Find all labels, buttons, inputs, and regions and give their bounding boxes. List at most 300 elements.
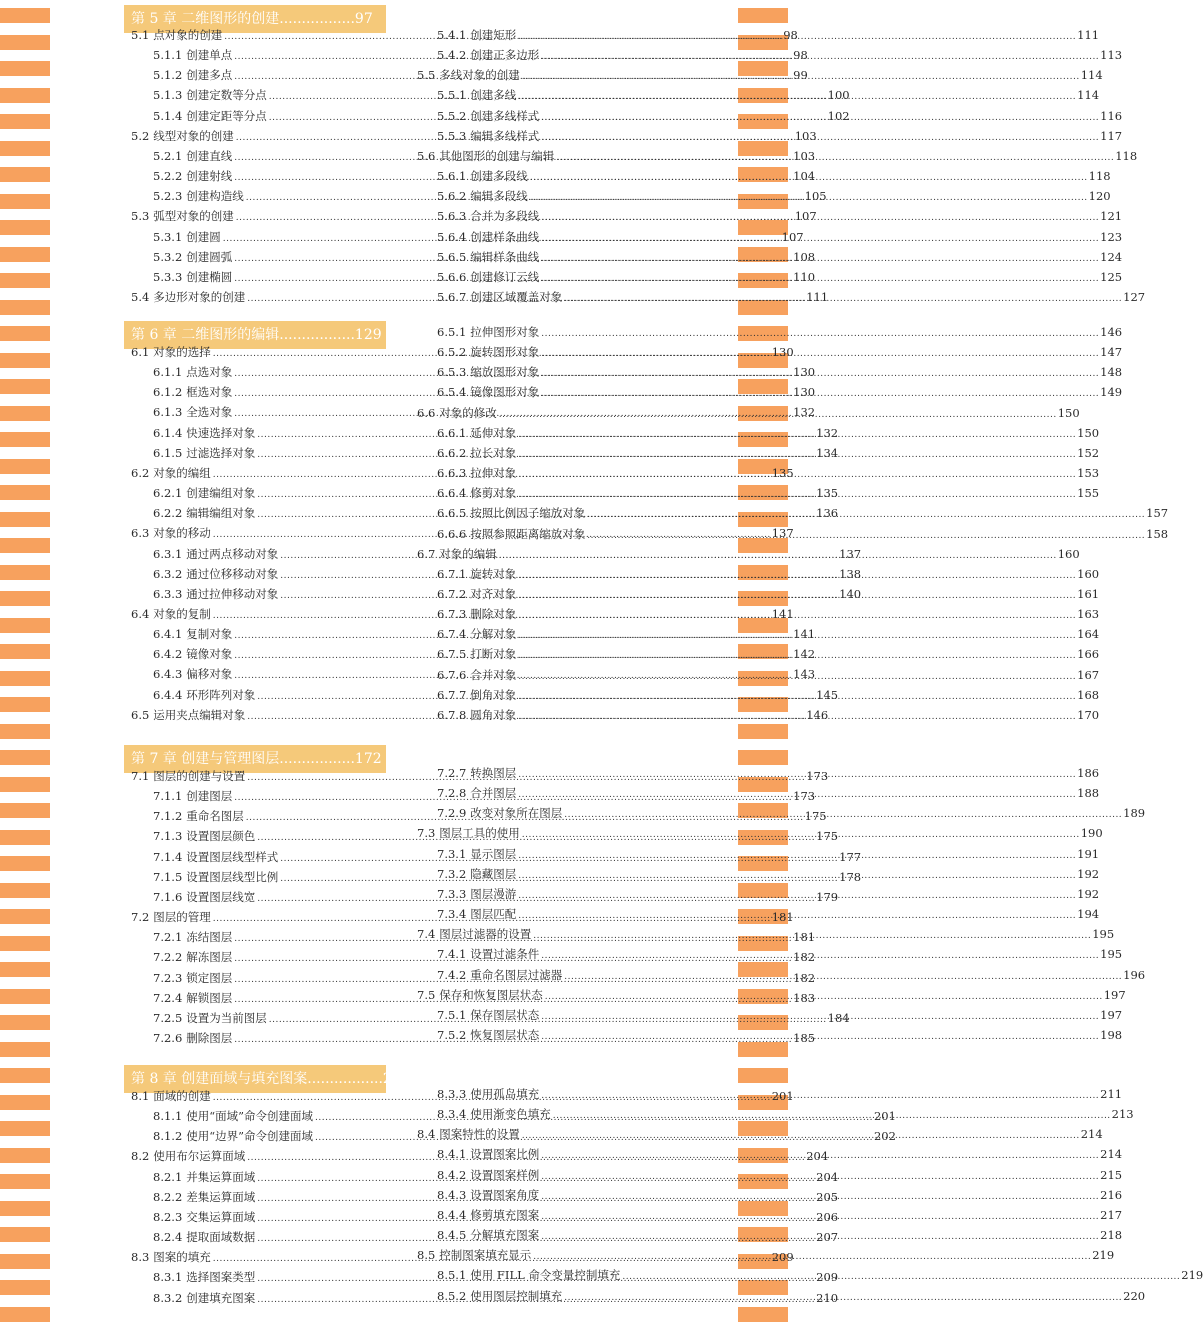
page-number: 178 (839, 869, 862, 884)
page-number: 140 (839, 586, 862, 601)
stripe-bar (0, 485, 50, 500)
stripe-bar (0, 1280, 50, 1295)
page-number: 107 (781, 229, 804, 244)
page-number: 98 (793, 48, 808, 63)
page-number: 195 (1100, 947, 1123, 962)
section-number: 5.6.5 (437, 249, 467, 264)
page-number: 102 (827, 108, 850, 123)
stripe-bar (0, 114, 50, 129)
section-number: 6.1.1 (153, 365, 183, 380)
page-number: 124 (1100, 249, 1123, 264)
page-number: 120 (1088, 189, 1111, 204)
leader-dots (541, 129, 1099, 147)
section-number: 7.3.4 (437, 907, 467, 922)
page-number: 130 (771, 345, 794, 359)
section-number: 8.2.4 (153, 1230, 183, 1245)
section-title: 创建多线样式 (470, 108, 540, 123)
stripe-bar (0, 61, 50, 76)
leader-dots (541, 209, 1099, 227)
section-title: 多边形对象的创建 (153, 289, 246, 304)
section-number: 8.5 (417, 1248, 436, 1263)
leader-dots (499, 406, 1057, 424)
page-number: 110 (793, 269, 816, 284)
page-number: 135 (816, 486, 839, 501)
page-number: 189 (1123, 806, 1146, 821)
section-title: 解冻图层 (186, 950, 233, 965)
leader-dots (541, 1168, 1099, 1186)
page-number: 116 (1100, 108, 1123, 123)
section-number: 6.4.1 (153, 627, 183, 642)
section-title: 对齐对象 (470, 586, 517, 601)
section-title: 创建多点 (186, 68, 233, 83)
leader-dots (564, 290, 1122, 308)
page-number: 114 (1080, 68, 1103, 83)
section-number: 6.3.1 (153, 546, 183, 561)
page-number: 113 (1100, 48, 1123, 63)
page-number: 150 (1077, 425, 1100, 440)
stripe-bar (0, 671, 50, 686)
leader-dots (518, 786, 1076, 804)
page-number: 218 (1100, 1228, 1123, 1243)
page-number: 160 (1077, 566, 1100, 581)
section-number: 7.4.2 (437, 967, 467, 982)
section-number: 8.5.1 (437, 1268, 467, 1283)
stripe-bar (0, 989, 50, 1004)
leader-dots (518, 907, 1076, 925)
leader-dots (533, 927, 1091, 945)
page-number: 179 (816, 889, 839, 904)
leader-dots (587, 506, 1145, 524)
section-number: 7.2.6 (153, 1030, 183, 1045)
section-title: 使用孤岛填充 (470, 1087, 540, 1101)
section-title: 图层的管理 (153, 910, 211, 925)
page-number: 158 (1146, 526, 1169, 541)
section-title: 编辑编组对象 (186, 506, 256, 521)
section-title: 使用“面域”命令创建面域 (186, 1109, 314, 1124)
section-number: 7.5.2 (437, 1027, 467, 1042)
page-number: 125 (1100, 269, 1123, 284)
page-number: 197 (1103, 987, 1126, 1002)
section-number: 5.1.3 (153, 88, 183, 103)
section-number: 6.4.2 (153, 647, 183, 662)
leader-dots (518, 88, 1076, 106)
page-number: 147 (1100, 345, 1123, 360)
section-number: 7.1 (131, 769, 150, 783)
leader-dots (564, 806, 1122, 824)
page-number: 195 (1092, 927, 1115, 942)
stripe-bar (0, 1068, 50, 1083)
leader-dots (518, 426, 1076, 444)
section-number: 6.6.3 (437, 466, 467, 481)
stripe-bar (0, 1254, 50, 1269)
page-number: 146 (1100, 325, 1123, 339)
page-number: 204 (806, 1149, 829, 1164)
leader-dots (622, 1268, 1180, 1286)
section-number: 7.1.1 (153, 789, 183, 804)
page-number: 168 (1077, 687, 1100, 702)
section-title: 拉伸对象 (470, 466, 517, 481)
leader-dots (541, 1188, 1099, 1206)
section-number: 5.2.2 (153, 169, 183, 184)
stripe-bar (0, 1174, 50, 1189)
section-number: 8.4.1 (437, 1147, 467, 1162)
section-title: 面域的创建 (153, 1089, 211, 1103)
page-number: 152 (1077, 445, 1100, 460)
section-title: 图层漫游 (470, 886, 517, 901)
section-number: 7.2.5 (153, 1010, 183, 1025)
section-title: 图层的创建与设置 (153, 769, 246, 783)
page-number: 108 (793, 249, 816, 264)
section-title: 对象的选择 (153, 345, 211, 359)
page-number: 219 (1181, 1268, 1203, 1283)
page-number: 182 (793, 970, 816, 985)
section-number: 8.4.4 (437, 1207, 467, 1222)
section-number: 6.6.5 (437, 506, 467, 521)
stripe-bar (0, 247, 50, 262)
section-title: 创建椭圆 (186, 269, 233, 284)
section-title: 冻结图层 (186, 930, 233, 945)
stripe-bar (0, 379, 50, 394)
section-title: 重命名图层过滤器 (470, 967, 563, 982)
section-title: 环形阵列对象 (186, 687, 256, 702)
leader-dots (499, 547, 1057, 565)
section-title: 创建构造线 (186, 189, 244, 204)
section-title: 修剪对象 (470, 486, 517, 501)
leader-dots (564, 1289, 1122, 1307)
leader-dots (541, 1228, 1099, 1246)
section-number: 5.3.1 (153, 229, 183, 244)
stripe-bar (0, 1042, 50, 1057)
section-title: 设置过滤条件 (470, 947, 540, 962)
section-title: 点选对象 (186, 365, 233, 380)
stripe-bar (0, 406, 50, 421)
page-number: 209 (771, 1250, 794, 1265)
section-number: 8.3.4 (437, 1107, 467, 1122)
page-number: 104 (793, 169, 816, 184)
page-number: 188 (1077, 786, 1100, 801)
section-title: 创建多线 (470, 88, 517, 103)
stripe-bar (0, 512, 50, 527)
stripe-bar (0, 936, 50, 951)
section-title: 创建编组对象 (186, 486, 256, 501)
section-title: 删除对象 (470, 607, 517, 622)
leader-dots (541, 325, 1099, 343)
section-title: 创建圆弧 (186, 249, 233, 264)
section-title: 并集运算面域 (186, 1169, 256, 1184)
stripe-bar (0, 777, 50, 792)
page-number: 137 (839, 546, 862, 561)
section-title: 全选对象 (186, 405, 233, 420)
section-title: 圆角对象 (470, 707, 517, 722)
leader-dots (541, 1028, 1099, 1046)
section-number: 5.6.1 (437, 169, 467, 184)
page-number: 173 (793, 789, 816, 804)
leader-dots (522, 1127, 1080, 1145)
page-number: 207 (816, 1230, 839, 1245)
leader-dots (541, 1087, 1099, 1105)
section-number: 5.6.2 (437, 189, 467, 204)
section-title: 删除图层 (186, 1030, 233, 1045)
section-number: 6.7.7 (437, 687, 467, 702)
toc-entry[interactable] (437, 323, 1123, 341)
section-number: 8.1.1 (153, 1109, 183, 1124)
leader-dots (541, 1008, 1099, 1026)
stripe-bar (0, 141, 50, 156)
section-title: 打断对象 (470, 647, 517, 662)
section-number: 8.4.2 (437, 1167, 467, 1182)
stripe-bar (0, 8, 50, 23)
section-number: 6.1.3 (153, 405, 183, 420)
section-title: 设置图案角度 (470, 1187, 540, 1202)
section-number: 6.6.4 (437, 486, 467, 501)
leader-dots (541, 109, 1099, 127)
section-number: 6.7 (417, 546, 436, 561)
stripe-bar (0, 88, 50, 103)
leader-dots (518, 627, 1076, 645)
stripe-bar (0, 273, 50, 288)
section-number: 6.1.5 (153, 445, 183, 460)
section-title: 设置为当前图层 (186, 1010, 267, 1025)
section-number: 6.4 (131, 606, 150, 621)
section-title: 弧型对象的创建 (153, 209, 234, 224)
stripe-bar (0, 1015, 50, 1030)
section-title: 图层工具的使用 (439, 826, 520, 841)
section-number: 6.6.6 (437, 526, 467, 541)
page-number: 111 (806, 289, 829, 304)
page-number: 148 (1100, 365, 1123, 380)
section-title: 旋转对象 (470, 566, 517, 581)
chapter-leader-dots: ................. (279, 11, 355, 27)
page-number: 164 (1077, 627, 1100, 642)
page-number: 141 (771, 606, 794, 621)
section-title: 过滤选择对象 (186, 445, 256, 460)
section-number: 6.3.3 (153, 586, 183, 601)
section-title: 创建射线 (186, 169, 233, 184)
page-number: 103 (794, 128, 817, 143)
section-number: 7.4.1 (437, 947, 467, 962)
page-number: 123 (1100, 229, 1123, 244)
section-title: 选择图案类型 (186, 1270, 256, 1285)
section-number: 6.7.3 (437, 607, 467, 622)
section-title: 镜像对象 (186, 647, 233, 662)
leader-dots (518, 708, 1076, 726)
section-title: 通过拉伸移动对象 (186, 586, 279, 601)
page-number: 206 (816, 1209, 839, 1224)
section-number: 5.6.3 (437, 209, 467, 224)
page-number: 217 (1100, 1207, 1123, 1222)
page-number: 213 (1111, 1107, 1134, 1122)
section-title: 设置图案比例 (470, 1147, 540, 1162)
section-title: 合并图层 (470, 786, 517, 801)
chapter-heading: 第 5 章 二维图形的创建 (131, 11, 280, 27)
page-number: 185 (793, 1030, 816, 1045)
section-number: 8.3.3 (437, 1087, 467, 1101)
section-title: 交集运算面域 (186, 1209, 256, 1224)
section-title: 恢复图层状态 (470, 1027, 540, 1042)
stripe-bar (0, 803, 50, 818)
page-number: 142 (793, 647, 816, 662)
section-title: 图层过滤器的设置 (439, 927, 532, 942)
section-title: 图层匹配 (470, 907, 517, 922)
leader-dots (518, 567, 1076, 585)
leader-dots (564, 968, 1122, 986)
section-number: 5.1.1 (153, 48, 183, 63)
section-title: 框选对象 (186, 385, 233, 400)
page-number: 210 (816, 1290, 839, 1305)
left-decorative-stripe (0, 0, 50, 1320)
page-number: 134 (816, 445, 839, 460)
page-number: 175 (816, 829, 839, 844)
section-number: 8.3.1 (153, 1270, 183, 1285)
section-title: 创建填充图案 (186, 1290, 256, 1305)
section-title: 分解对象 (470, 627, 517, 642)
section-title: 保存图层状态 (470, 1007, 540, 1022)
leader-dots (541, 48, 1099, 66)
page-number: 127 (1123, 289, 1146, 304)
section-number: 6.6.2 (437, 445, 467, 460)
section-title: 创建定距等分点 (186, 108, 267, 123)
page-number: 177 (839, 849, 862, 864)
section-title: 显示图层 (470, 846, 517, 861)
section-number: 6.1.4 (153, 425, 183, 440)
section-title: 点对象的创建 (153, 28, 223, 42)
stripe-bar (0, 962, 50, 977)
section-title: 合并对象 (470, 667, 517, 682)
section-number: 7.3 (417, 826, 436, 841)
section-number: 5.5 (417, 68, 436, 83)
section-title: 转换图层 (470, 766, 517, 780)
section-number: 6.4.3 (153, 667, 183, 682)
leader-dots (541, 345, 1099, 363)
stripe-bar (0, 538, 50, 553)
chapter-heading: 第 6 章 二维图形的编辑 (131, 327, 280, 343)
stripe-bar (0, 300, 50, 315)
section-number: 8.2.2 (153, 1189, 183, 1204)
page-number: 99 (793, 68, 808, 83)
section-number: 5.5.2 (437, 108, 467, 123)
section-number: 7.2.7 (437, 766, 467, 780)
stripe-bar (0, 1307, 50, 1322)
section-number: 6.7.2 (437, 586, 467, 601)
section-number: 6.5 (131, 707, 150, 722)
section-title: 创建单点 (186, 48, 233, 63)
section-title: 提取面域数据 (186, 1230, 256, 1245)
stripe-bar (0, 1095, 50, 1110)
stripe-bar (0, 459, 50, 474)
page-number: 170 (1077, 707, 1100, 722)
section-number: 8.1.2 (153, 1129, 183, 1144)
stripe-bar (0, 353, 50, 368)
leader-dots (518, 607, 1076, 625)
page-number: 181 (771, 910, 794, 925)
section-title: 通过两点移动对象 (186, 546, 279, 561)
stripe-bar (0, 220, 50, 235)
section-number: 5.5.1 (437, 88, 467, 103)
page-number: 98 (783, 28, 798, 42)
section-title: 创建正多边形 (470, 48, 540, 63)
section-title: 拉长对象 (470, 445, 517, 460)
page-number: 196 (1123, 967, 1146, 982)
section-title: 通过位移移动对象 (186, 566, 279, 581)
page-number: 121 (1100, 209, 1123, 224)
section-title: 设置图层线型样式 (186, 849, 279, 864)
page-number: 146 (806, 707, 829, 722)
section-title: 倒角对象 (470, 687, 517, 702)
section-number: 5.6.6 (437, 269, 467, 284)
section-number: 8.2 (131, 1149, 150, 1164)
section-title: 创建矩形 (470, 28, 517, 42)
leader-dots (518, 446, 1076, 464)
stripe-bar (738, 8, 788, 23)
section-number: 6.6.1 (437, 425, 467, 440)
leader-dots (541, 385, 1099, 403)
page-number: 166 (1077, 647, 1100, 662)
section-title: 编辑样条曲线 (470, 249, 540, 264)
section-number: 5.1.4 (153, 108, 183, 123)
section-number: 5.4.1 (437, 28, 467, 42)
chapter-page-number: 200 (382, 1071, 410, 1087)
section-number: 5.3.3 (153, 269, 183, 284)
page-number: 105 (804, 189, 827, 204)
section-number: 6.2.1 (153, 486, 183, 501)
leader-dots (518, 688, 1076, 706)
stripe-bar (738, 750, 788, 765)
page-number: 136 (816, 506, 839, 521)
section-title: 编辑多段线 (470, 189, 528, 204)
stripe-bar (0, 883, 50, 898)
page-number: 141 (793, 627, 816, 642)
section-number: 7.2.4 (153, 990, 183, 1005)
stripe-bar (0, 591, 50, 606)
section-title: 编辑多线样式 (470, 128, 540, 143)
section-number: 5.2.1 (153, 148, 183, 163)
chapter-leader-dots: ................. (307, 1071, 383, 1087)
page-number: 130 (793, 365, 816, 380)
page-number: 145 (816, 687, 839, 702)
leader-dots (518, 847, 1076, 865)
stripe-bar (0, 909, 50, 924)
leader-dots (587, 527, 1145, 545)
page-number: 182 (793, 950, 816, 965)
section-number: 7.5.1 (437, 1007, 467, 1022)
section-title: 使用 FILL 命令变量控制填充 (470, 1268, 621, 1283)
stripe-bar (0, 35, 50, 50)
section-number: 7.5 (417, 987, 436, 1002)
section-number: 5.3.2 (153, 249, 183, 264)
section-title: 镜像图形对象 (470, 385, 540, 400)
section-title: 创建区域覆盖对象 (470, 289, 563, 304)
section-number: 7.1.4 (153, 849, 183, 864)
section-number: 6.5.1 (437, 325, 467, 339)
stripe-bar (0, 724, 50, 739)
leader-dots (518, 486, 1076, 504)
section-title: 隐藏图层 (470, 866, 517, 881)
leader-dots (541, 1147, 1099, 1165)
section-number: 7.3.3 (437, 886, 467, 901)
stripe-bar (0, 194, 50, 209)
section-title: 设置图层颜色 (186, 829, 256, 844)
leader-dots (518, 466, 1076, 484)
page-number: 117 (1100, 128, 1123, 143)
page-number: 118 (1088, 169, 1111, 184)
stripe-bar (0, 856, 50, 871)
section-number: 8.5.2 (437, 1288, 467, 1303)
section-title: 分解填充图案 (470, 1228, 540, 1243)
section-title: 设置图层线宽 (186, 889, 256, 904)
leader-dots (541, 947, 1099, 965)
section-number: 6.2.2 (153, 506, 183, 521)
section-title: 创建修订云线 (470, 269, 540, 284)
